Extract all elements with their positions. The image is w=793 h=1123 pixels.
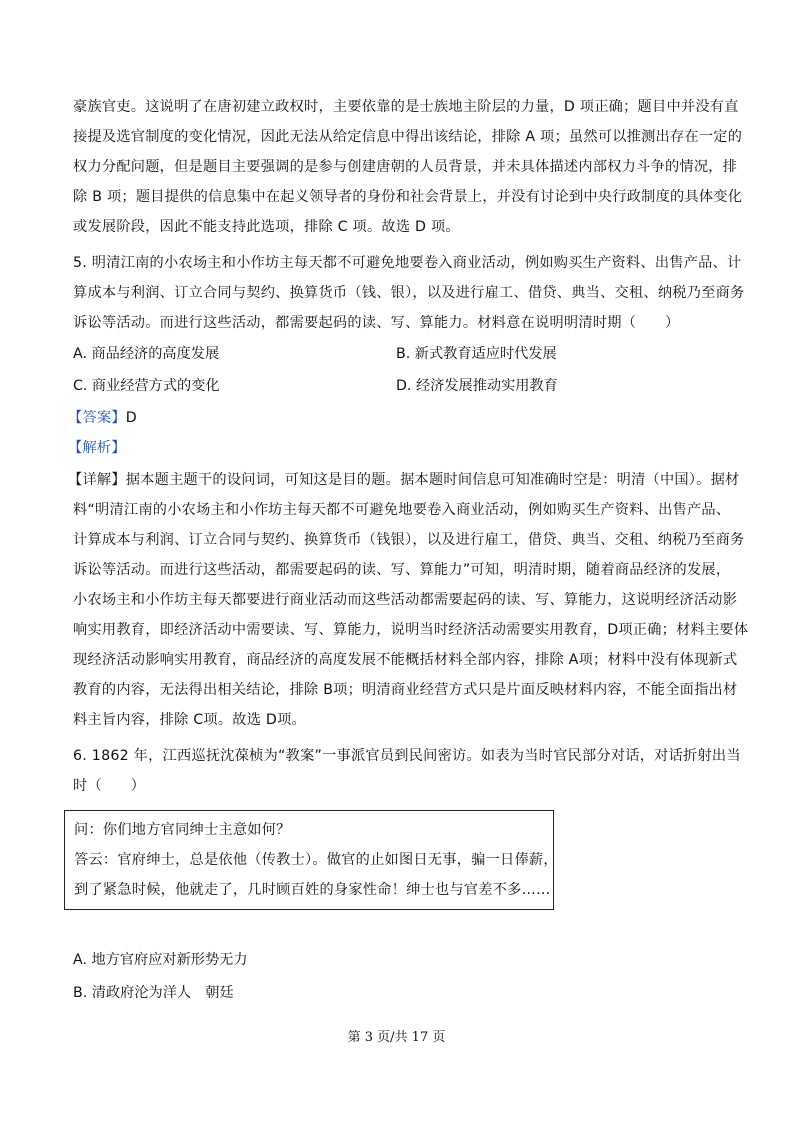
paragraph-line: 接提及选官制度的变化情况，因此无法从给定信息中得出该结论，排除 A 项；虽然可以推测出存在一定的 xyxy=(73,129,743,145)
detail-line: 料“明清江南的小农场主和小作坊主每天都不可避免地要卷入商业活动，例如购买生产资料、出售产品、 xyxy=(73,502,731,518)
quote-line: 到了紧急时候，他就走了，几时顾百姓的身家性命！绅士也与官差不多…… xyxy=(74,882,551,898)
paragraph-line: 除 B 项；题目提供的信息集中在起义领导者的身份和社会背景上，并没有讨论到中央行政制度的具体变化 xyxy=(73,189,743,205)
option-d: D. 经济发展推动实用教育 xyxy=(396,378,558,394)
quote-line: 答云：官府绅士，总是依他（传教士）。做官的止如图日无事，骗一日俸薪， xyxy=(74,852,558,868)
question-5-stem: 5. 明清江南的小农场主和小作坊主每天都不可避免地要卷入商业活动，例如购买生产资料、出售产品、计 xyxy=(73,255,742,271)
detail-line: 小农场主和小作坊主每天都要进行商业活动而这些活动都需要起码的读、写、算能力，这说明经济活动影 xyxy=(73,592,738,608)
option-a: A. 商品经济的高度发展 xyxy=(73,346,220,362)
detail-line xyxy=(68,470,739,490)
answer-tag: 【答案】 xyxy=(68,410,126,426)
option-b: B. 新式教育适应时代发展 xyxy=(396,346,557,362)
paragraph-line: 豪族官吏。这说明了在唐初建立政权时，主要依靠的是士族地主阶层的力量，D 项正确；题目中并没有直 xyxy=(73,99,739,115)
question-6-stem: 6. 1862 年，江西巡抚沈葆桢为“教案”一事派官员到民间密访。如表为当时官民部分对话，对话折射出当 xyxy=(73,748,741,764)
paragraph-line: 权力分配问题，但是题目主要强调的是参与创建唐朝的人员背景，并未具体描述内部权力斗争的情况，排 xyxy=(73,159,738,175)
paragraph-line: 或发展阶段，因此不能支持此选项，排除 C 项。故选 D 项。 xyxy=(73,219,460,235)
quote-line: 问：你们地方官同绅士主意如何？ xyxy=(74,822,291,838)
detail-text: 据本题主题干的设问词，可知这是目的题。据本题时间信息可知准确时空是：明清（中国）。据材 xyxy=(125,472,740,488)
detail-line: 响实用教育，即经济活动中需要读、写、算能力，说明当时经济活动需要实用教育，D项正确；材料主要体 xyxy=(73,622,749,638)
page-footer: 第 3 页/共 17 页 xyxy=(347,1030,446,1045)
analysis-tag: 【解析】 xyxy=(68,440,126,456)
question-5-stem: 算成本与利润、订立合同与契约、换算货币（钱、银），以及进行雇工、借贷、典当、交租、纳税乃至商务 xyxy=(73,285,745,301)
answer-value: D xyxy=(125,410,137,426)
answer-line xyxy=(68,408,137,428)
option-b: B. 清政府沦为洋人 朝廷 xyxy=(73,985,234,1001)
detail-line: 计算成本与利润、订立合同与契约、换算货币（钱银），以及进行雇工，借贷、典当、交租、纳税乃至商务 xyxy=(73,532,745,548)
option-c: C. 商业经营方式的变化 xyxy=(73,378,220,394)
option-a: A. 地方官府应对新形势无力 xyxy=(73,952,248,968)
detail-line: 教育的内容，无法得出相关结论，排除 B项；明清商业经营方式只是片面反映材料内容，不能全面指出材 xyxy=(73,682,738,698)
detail-line: 诉讼等活动。而进行这些活动，都需要起码的读、写、算能力”可知，明清时期，随着商品经济的发展， xyxy=(73,562,731,578)
question-5-stem: 诉讼等活动。而进行这些活动，都需要起码的读、写、算能力。材料意在说明明清时期（ ） xyxy=(73,315,680,331)
detail-line: 料主旨内容，排除 C项。故选 D项。 xyxy=(73,712,306,728)
quote-table xyxy=(64,810,558,910)
detail-line: 现经济活动影响实用教育，商品经济的高度发展不能概括材料全部内容，排除 A项；材料中没有体现新式 xyxy=(73,652,738,668)
question-6-stem: 时（ ） xyxy=(73,778,146,794)
detail-tag: 【详解】 xyxy=(68,472,126,488)
